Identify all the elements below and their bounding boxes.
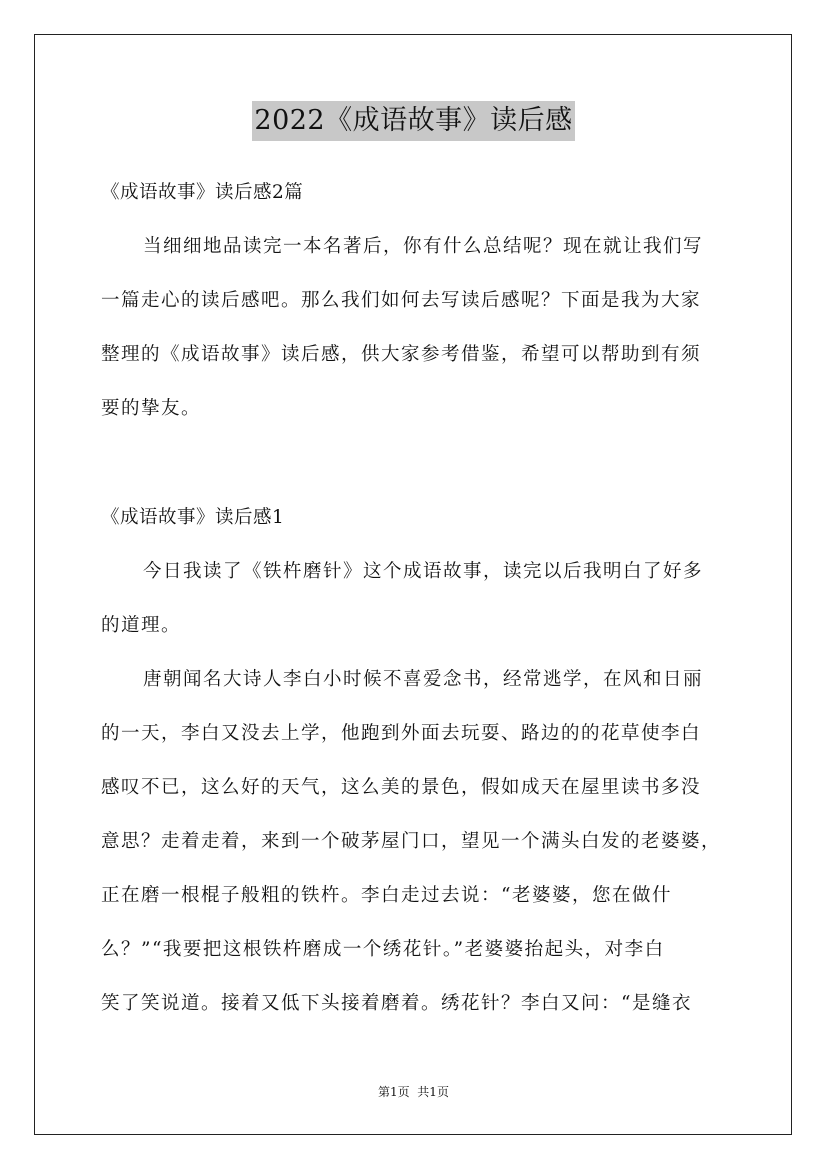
paragraph-line: 意思？走着走着，来到一个破茅屋门口，望见一个满头白发的老婆婆，: [101, 831, 722, 852]
intro-line: 一篇走心的读后感吧。那么我们如何去写读后感呢？下面是我为大家: [101, 290, 702, 311]
paragraph-line: 今日我读了《铁杵磨针》这个成语故事，读完以后我明白了好多: [143, 561, 704, 582]
paragraph-line: 的道理。: [101, 615, 182, 636]
section-heading: 《成语故事》读后感1: [101, 507, 285, 528]
page-footer: [0, 1084, 827, 1100]
intro-line: 当细细地品读完一本名著后，你有什么总结呢？现在就让我们写: [143, 236, 704, 257]
intro-line: 整理的《成语故事》读后感，供大家参考借鉴，希望可以帮助到有须: [101, 344, 702, 365]
paragraph-line: 感叹不已，这么好的天气，这么美的景色，假如成天在屋里读书多没: [101, 777, 702, 798]
page-number-label: 第1页 共1页: [378, 1085, 449, 1099]
paragraph-line: 正在磨一根棍子般粗的铁杵。李白走过去说：“老婆婆，您在做什: [101, 885, 672, 906]
title-container: [0, 101, 827, 141]
paragraph-line: 么？”“我要把这根铁杵磨成一个绣花针。”老婆婆抬起头，对李白: [101, 939, 665, 960]
paragraph-line: 的一天，李白又没去上学，他跑到外面去玩耍、路边的的花草使李白: [101, 723, 702, 744]
intro-line: 要的挚友。: [101, 398, 202, 419]
paragraph-line: 笑了笑说道。接着又低下头接着磨着。绣花针？李白又问：“是缝衣: [101, 993, 692, 1014]
paragraph-line: 唐朝闻名大诗人李白小时候不喜爱念书，经常逃学，在风和日丽: [143, 669, 704, 690]
document-subtitle: 《成语故事》读后感2篇: [101, 182, 304, 203]
document-title: 2022《成语故事》读后感: [252, 101, 574, 141]
